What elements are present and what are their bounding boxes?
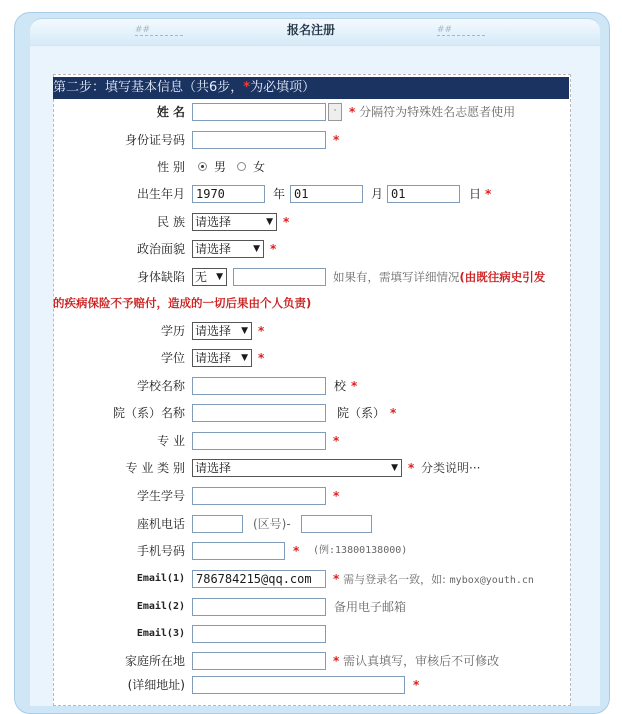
name-label: 姓 名 [156, 105, 185, 119]
education-label: 学历 [160, 324, 185, 338]
id-card-input[interactable] [192, 131, 326, 149]
disability-label: 身体缺陷 [136, 270, 185, 284]
required-star: * [333, 434, 340, 448]
chevron-down-icon: ▼ [216, 272, 223, 282]
gender-label: 性 别 [157, 160, 185, 174]
required-star: * [258, 324, 265, 338]
department-label: 院（系）名称 [112, 406, 185, 420]
email2-input[interactable] [192, 598, 326, 616]
day-unit: 日 [469, 187, 482, 201]
row-major-type [53, 456, 569, 482]
home-note-text: 需认真填写，审核后不可修改 [343, 654, 500, 668]
email1-example: mybox@youth.cn [449, 575, 534, 586]
degree-select[interactable] [192, 349, 252, 367]
required-star: * [349, 105, 356, 119]
major-type-note-link[interactable]: 分类说明··· [421, 461, 481, 475]
required-star: * [485, 187, 492, 201]
name-separator-button[interactable]: · [328, 103, 342, 121]
row-home [53, 649, 569, 675]
ethnicity-select[interactable] [192, 213, 277, 231]
name-note [349, 100, 515, 124]
email1-label: Email(1) [136, 573, 185, 584]
chevron-down-icon: ▼ [241, 326, 248, 336]
political-label: 政治面貌 [136, 242, 185, 256]
month-unit: 月 [371, 187, 384, 201]
tab-decoration-left: ## [135, 25, 183, 36]
landline-area-note: (区号)- [253, 517, 291, 531]
gender-female-radio[interactable] [237, 162, 246, 171]
landline-number-input[interactable] [301, 515, 372, 533]
political-select[interactable] [192, 240, 264, 258]
birth-label: 出生年月 [136, 187, 185, 201]
birth-day-input[interactable]: 01 [387, 185, 460, 203]
email1-note-text: 需与登录名一致，如: [343, 573, 446, 586]
department-suffix: 院（系） [337, 406, 386, 420]
disability-selected-value: 无 [195, 270, 208, 284]
student-no-label: 学生学号 [136, 489, 185, 503]
ethnicity-selected-value: 请选择 [195, 215, 232, 229]
ethnicity-label: 民 族 [157, 215, 185, 229]
required-star: * [270, 242, 277, 256]
school-label: 学校名称 [136, 379, 185, 393]
gender-female-label: 女 [253, 160, 266, 174]
required-star: * [333, 654, 340, 668]
major-label: 专 业 [157, 434, 185, 448]
disability-select[interactable] [192, 268, 227, 286]
row-disability [53, 265, 569, 291]
required-star: * [283, 215, 290, 229]
step-header-suffix: 为必填项） [250, 80, 316, 95]
school-input[interactable] [192, 377, 326, 395]
disability-note [333, 265, 545, 289]
page-title: 报名注册 [286, 23, 335, 37]
mobile-label: 手机号码 [136, 544, 185, 558]
landline-area-input[interactable] [192, 515, 243, 533]
email2-label: Email(2) [136, 601, 185, 612]
home-input[interactable] [192, 652, 326, 670]
required-star: * [333, 489, 340, 503]
required-star: * [351, 379, 358, 393]
gender-male-radio[interactable] [198, 162, 207, 171]
degree-label: 学位 [160, 351, 185, 365]
birth-year-input[interactable]: 1970 [192, 185, 265, 203]
step-header [53, 77, 569, 99]
political-selected-value: 请选择 [195, 242, 232, 256]
required-star: * [413, 678, 420, 692]
id-card-label: 身份证号码 [124, 133, 185, 147]
disability-note-text: 如果有，需填写详细情况 [333, 270, 460, 284]
email1-input[interactable]: 786784215@qq.com [192, 570, 326, 588]
required-star: * [408, 461, 415, 475]
year-unit: 年 [273, 187, 286, 201]
disability-warning-end: 的疾病保险不予赔付，造成的一切后果由个人负责) [53, 296, 312, 310]
birth-month-input[interactable]: 01 [290, 185, 363, 203]
home-label: 家庭所在地 [124, 654, 185, 668]
row-email3 [53, 622, 569, 648]
mobile-example: (例:13800138000) [313, 545, 408, 556]
student-no-input[interactable] [192, 487, 326, 505]
row-major [53, 429, 569, 455]
required-star: * [258, 351, 265, 365]
major-type-selected-value: 请选择 [195, 461, 232, 475]
address-label: (详细地址) [127, 678, 185, 692]
row-address [53, 673, 569, 693]
chevron-down-icon: ▼ [241, 353, 248, 363]
row-degree [53, 346, 569, 372]
disability-detail-input[interactable] [233, 268, 326, 286]
chevron-down-icon: ▼ [391, 463, 398, 473]
name-note-text: 分隔符为特殊姓名志愿者使用 [359, 105, 516, 119]
email2-note: 备用电子邮箱 [334, 600, 407, 614]
education-select[interactable] [192, 322, 252, 340]
row-education [53, 319, 569, 345]
major-type-label: 专 业 类 别 [125, 461, 185, 475]
major-input[interactable] [192, 432, 326, 450]
required-star: * [243, 80, 251, 95]
row-ethnicity [53, 210, 569, 236]
required-star: * [390, 406, 397, 420]
row-landline [53, 512, 569, 538]
major-type-select[interactable] [192, 459, 402, 477]
chevron-down-icon: ▼ [253, 244, 260, 254]
home-note [333, 649, 499, 673]
row-political [53, 237, 569, 263]
row-gender [53, 155, 569, 181]
address-input[interactable] [192, 676, 405, 694]
row-id-card [53, 128, 569, 154]
row-email1 [53, 567, 569, 593]
required-star: * [293, 544, 300, 558]
department-input[interactable] [192, 404, 326, 422]
name-input[interactable] [192, 103, 326, 121]
step-header-prefix: 第二步：填写基本信息（共6步， [53, 80, 244, 95]
row-mobile [53, 539, 569, 565]
chevron-down-icon: ▼ [266, 217, 273, 227]
disability-warning-start: (由既往病史引发 [459, 270, 546, 284]
row-birth [53, 182, 569, 208]
email3-label: Email(3) [136, 628, 185, 639]
email3-input[interactable] [192, 625, 326, 643]
email1-note [333, 567, 534, 593]
gender-male-label: 男 [214, 160, 227, 174]
row-email2 [53, 595, 569, 621]
tab-decoration-right: ## [437, 25, 485, 36]
row-department [53, 401, 569, 427]
landline-label: 座机电话 [136, 517, 185, 531]
row-name [53, 100, 569, 126]
required-star: * [333, 572, 340, 586]
mobile-input[interactable] [192, 542, 285, 560]
row-school [53, 374, 569, 400]
row-student-no [53, 484, 569, 510]
required-star: * [333, 133, 340, 147]
education-selected-value: 请选择 [195, 324, 232, 338]
school-suffix: 校 [334, 379, 347, 393]
degree-selected-value: 请选择 [195, 351, 232, 365]
